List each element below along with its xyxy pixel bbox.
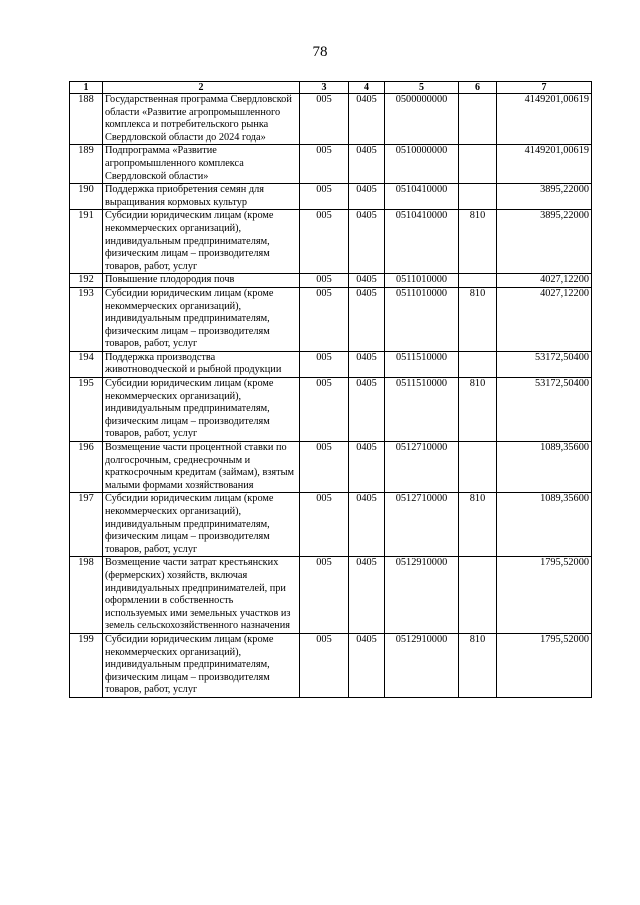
row-name: Субсидии юридическим лицам (кроме некоммерческих организаций), индивидуальным предпринимателям, физическим лицам – производителям товаров, работ, услуг: [103, 210, 300, 274]
page-number: 78: [312, 44, 328, 60]
row-admin-code: 005: [300, 184, 349, 210]
row-admin-code: 005: [300, 557, 349, 634]
row-name: Субсидии юридическим лицам (кроме некоммерческих организаций), индивидуальным предпринимателям, физическим лицам – производителям товаров, работ, услуг: [103, 633, 300, 697]
table-row: [70, 633, 592, 697]
table-row: [70, 442, 592, 493]
row-target-code: 0512710000: [385, 493, 459, 557]
header-col-6: 6: [459, 82, 497, 94]
row-target-code: 0510410000: [385, 184, 459, 210]
row-admin-code: 005: [300, 442, 349, 493]
row-target-code: 0512910000: [385, 633, 459, 697]
row-expense-type: [459, 557, 497, 634]
row-name: Государственная программа Свердловской области «Развитие агропромышленного комплекса и потребительского рынка Свердловской области до 2024 года»: [103, 94, 300, 145]
header-col-2: 2: [103, 82, 300, 94]
row-name: Возмещение части затрат крестьянских (фермерских) хозяйств, включая индивидуальных предпринимателей, при оформлении в собственность используемых ими земельных участков из земель сельскохозяйственного назначения: [103, 557, 300, 634]
row-expense-type: [459, 145, 497, 184]
row-target-code: 0510000000: [385, 145, 459, 184]
row-admin-code: 005: [300, 351, 349, 377]
row-amount: 4027,12200: [497, 274, 592, 288]
row-amount: 53172,50400: [497, 351, 592, 377]
row-target-code: 0511510000: [385, 378, 459, 442]
row-section-code: 0405: [349, 184, 385, 210]
row-amount: 53172,50400: [497, 378, 592, 442]
table-body: [70, 94, 592, 698]
table-row: [70, 274, 592, 288]
row-number: 193: [70, 287, 103, 351]
row-name: Возмещение части процентной ставки по долгосрочным, среднесрочным и краткосрочным кредитам (займам), взятым малыми формами хозяйствования: [103, 442, 300, 493]
row-section-code: 0405: [349, 274, 385, 288]
row-name: Поддержка приобретения семян для выращивания кормовых культур: [103, 184, 300, 210]
table-row: [70, 184, 592, 210]
row-section-code: 0405: [349, 378, 385, 442]
row-number: 192: [70, 274, 103, 288]
row-section-code: 0405: [349, 351, 385, 377]
row-name: Субсидии юридическим лицам (кроме некоммерческих организаций), индивидуальным предпринимателям, физическим лицам – производителям товаров, работ, услуг: [103, 493, 300, 557]
table-row: [70, 493, 592, 557]
table-row: [70, 351, 592, 377]
row-amount: 3895,22000: [497, 210, 592, 274]
row-admin-code: 005: [300, 378, 349, 442]
row-name: Поддержка производства животноводческой и рыбной продукции: [103, 351, 300, 377]
row-section-code: 0405: [349, 493, 385, 557]
row-amount: 4149201,00619: [497, 94, 592, 145]
row-expense-type: 810: [459, 378, 497, 442]
row-target-code: 0511510000: [385, 351, 459, 377]
row-name: Подпрограмма «Развитие агропромышленного комплекса Свердловской области»: [103, 145, 300, 184]
row-section-code: 0405: [349, 210, 385, 274]
row-section-code: 0405: [349, 557, 385, 634]
row-expense-type: 810: [459, 210, 497, 274]
row-section-code: 0405: [349, 287, 385, 351]
row-number: 195: [70, 378, 103, 442]
row-target-code: 0511010000: [385, 287, 459, 351]
row-number: 198: [70, 557, 103, 634]
header-col-7: 7: [497, 82, 592, 94]
header-col-5: 5: [385, 82, 459, 94]
row-section-code: 0405: [349, 442, 385, 493]
row-admin-code: 005: [300, 210, 349, 274]
row-target-code: 0510410000: [385, 210, 459, 274]
row-amount: 1795,52000: [497, 557, 592, 634]
row-target-code: 0512710000: [385, 442, 459, 493]
row-amount: 1795,52000: [497, 633, 592, 697]
row-amount: 3895,22000: [497, 184, 592, 210]
budget-table: [69, 81, 592, 698]
row-expense-type: 810: [459, 493, 497, 557]
row-number: 196: [70, 442, 103, 493]
header-col-4: 4: [349, 82, 385, 94]
row-admin-code: 005: [300, 633, 349, 697]
row-section-code: 0405: [349, 633, 385, 697]
table-row: [70, 378, 592, 442]
table-row: [70, 557, 592, 634]
row-target-code: 0500000000: [385, 94, 459, 145]
row-name: Субсидии юридическим лицам (кроме некоммерческих организаций), индивидуальным предпринимателям, физическим лицам – производителям товаров, работ, услуг: [103, 378, 300, 442]
table-row: [70, 287, 592, 351]
row-name: Повышение плодородия почв: [103, 274, 300, 288]
row-name: Субсидии юридическим лицам (кроме некоммерческих организаций), индивидуальным предпринимателям, физическим лицам – производителям товаров, работ, услуг: [103, 287, 300, 351]
header-col-1: 1: [70, 82, 103, 94]
header-col-3: 3: [300, 82, 349, 94]
row-admin-code: 005: [300, 287, 349, 351]
row-section-code: 0405: [349, 145, 385, 184]
row-expense-type: [459, 94, 497, 145]
row-number: 188: [70, 94, 103, 145]
row-amount: 1089,35600: [497, 493, 592, 557]
row-target-code: 0512910000: [385, 557, 459, 634]
row-expense-type: 810: [459, 287, 497, 351]
table-header-row: [70, 82, 592, 94]
row-expense-type: [459, 184, 497, 210]
row-number: 194: [70, 351, 103, 377]
table-row: [70, 94, 592, 145]
row-expense-type: [459, 351, 497, 377]
row-number: 199: [70, 633, 103, 697]
row-admin-code: 005: [300, 274, 349, 288]
row-admin-code: 005: [300, 145, 349, 184]
row-expense-type: [459, 274, 497, 288]
table-row: [70, 145, 592, 184]
row-section-code: 0405: [349, 94, 385, 145]
row-number: 189: [70, 145, 103, 184]
row-amount: 4027,12200: [497, 287, 592, 351]
row-amount: 1089,35600: [497, 442, 592, 493]
row-number: 191: [70, 210, 103, 274]
row-number: 190: [70, 184, 103, 210]
row-amount: 4149201,00619: [497, 145, 592, 184]
row-admin-code: 005: [300, 94, 349, 145]
row-expense-type: 810: [459, 633, 497, 697]
row-number: 197: [70, 493, 103, 557]
row-target-code: 0511010000: [385, 274, 459, 288]
row-admin-code: 005: [300, 493, 349, 557]
table-row: [70, 210, 592, 274]
row-expense-type: [459, 442, 497, 493]
